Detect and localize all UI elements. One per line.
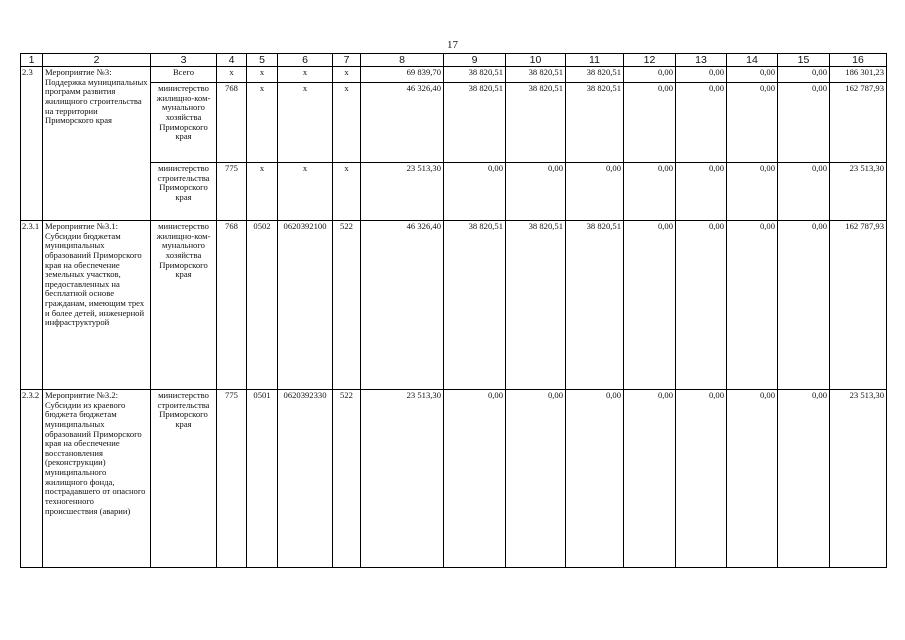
value-cell: 0,00 bbox=[778, 390, 830, 568]
code-cell: 768 bbox=[217, 83, 247, 163]
header-cell: 16 bbox=[830, 54, 887, 67]
header-cell: 2 bbox=[43, 54, 151, 67]
row-title: Мероприятие №3.2: Субсидии из краевого бюджета бюджетам муниципальных образований Приморского края на обеспечение восстановления (реконструкции) муниципального жилищного фонда, пострадавшего от опасного техногенного происшествия (аварии) bbox=[43, 390, 151, 568]
value-cell: 0,00 bbox=[676, 83, 727, 163]
header-row bbox=[21, 54, 887, 67]
value-cell: 38 820,51 bbox=[506, 83, 566, 163]
value-cell: 38 820,51 bbox=[506, 221, 566, 390]
code-cell: 775 bbox=[217, 163, 247, 221]
value-cell: 0,00 bbox=[624, 163, 676, 221]
code-cell: 0501 bbox=[247, 390, 278, 568]
code-cell: 522 bbox=[333, 221, 361, 390]
value-cell: 38 820,51 bbox=[444, 83, 506, 163]
header-cell: 4 bbox=[217, 54, 247, 67]
value-cell: 46 326,40 bbox=[361, 221, 444, 390]
row-title: Мероприятие №3: Поддержка муниципальных программ развития жилищного строительства на территории Приморского края bbox=[43, 67, 151, 221]
value-cell: 0,00 bbox=[676, 163, 727, 221]
row-title: Мероприятие №3.1: Субсидии бюджетам муниципальных образований Приморского края на обеспечение земельных участков, предоставленных на бесплатной основе гражданам, имеющим трех и более детей, инженерной инфраструктурой bbox=[43, 221, 151, 390]
value-cell: 0,00 bbox=[727, 390, 778, 568]
value-cell: 0,00 bbox=[676, 67, 727, 83]
table-row bbox=[21, 67, 887, 83]
value-cell: 0,00 bbox=[444, 163, 506, 221]
value-cell: 46 326,40 bbox=[361, 83, 444, 163]
code-cell: 775 bbox=[217, 390, 247, 568]
executor-cell: министерство жилищно-ком-мунального хозяйства Приморского края bbox=[151, 83, 217, 163]
executor-cell: министерство строительства Приморского края bbox=[151, 163, 217, 221]
value-cell: 23 513,30 bbox=[830, 390, 887, 568]
value-cell: 0,00 bbox=[566, 163, 624, 221]
row-id: 2.3.2 bbox=[21, 390, 43, 568]
value-cell: 0,00 bbox=[727, 221, 778, 390]
value-cell: 23 513,30 bbox=[361, 163, 444, 221]
code-cell: 0502 bbox=[247, 221, 278, 390]
header-cell: 14 bbox=[727, 54, 778, 67]
header-cell: 6 bbox=[278, 54, 333, 67]
value-cell: 0,00 bbox=[624, 221, 676, 390]
value-cell: 0,00 bbox=[676, 221, 727, 390]
value-cell: 0,00 bbox=[506, 390, 566, 568]
executor-cell: министерство жилищно-ком-мунального хозяйства Приморского края bbox=[151, 221, 217, 390]
row-id: 2.3 bbox=[21, 67, 43, 221]
value-cell: 0,00 bbox=[444, 390, 506, 568]
budget-table bbox=[20, 53, 887, 568]
code-cell: 768 bbox=[217, 221, 247, 390]
header-cell: 9 bbox=[444, 54, 506, 67]
code-cell: х bbox=[278, 163, 333, 221]
value-cell: 0,00 bbox=[778, 163, 830, 221]
value-cell: 38 820,51 bbox=[444, 67, 506, 83]
value-cell: 0,00 bbox=[506, 163, 566, 221]
table-row bbox=[21, 83, 887, 163]
value-cell: 23 513,30 bbox=[830, 163, 887, 221]
value-cell: 0,00 bbox=[624, 390, 676, 568]
code-cell: х bbox=[333, 67, 361, 83]
code-cell: х bbox=[278, 67, 333, 83]
value-cell: 0,00 bbox=[778, 221, 830, 390]
code-cell: х bbox=[278, 83, 333, 163]
executor-cell: Всего bbox=[151, 67, 217, 83]
header-cell: 1 bbox=[21, 54, 43, 67]
value-cell: 0,00 bbox=[624, 83, 676, 163]
header-cell: 7 bbox=[333, 54, 361, 67]
value-cell: 0,00 bbox=[566, 390, 624, 568]
table-row bbox=[21, 221, 887, 390]
code-cell: 0620392330 bbox=[278, 390, 333, 568]
header-cell: 3 bbox=[151, 54, 217, 67]
value-cell: 0,00 bbox=[778, 67, 830, 83]
value-cell: 0,00 bbox=[676, 390, 727, 568]
value-cell: 162 787,93 bbox=[830, 221, 887, 390]
header-cell: 15 bbox=[778, 54, 830, 67]
executor-cell: министерство строительства Приморского края bbox=[151, 390, 217, 568]
value-cell: 0,00 bbox=[727, 83, 778, 163]
value-cell: 0,00 bbox=[727, 67, 778, 83]
code-cell: х bbox=[217, 67, 247, 83]
value-cell: 23 513,30 bbox=[361, 390, 444, 568]
code-cell: х bbox=[247, 83, 278, 163]
header-cell: 10 bbox=[506, 54, 566, 67]
value-cell: 38 820,51 bbox=[506, 67, 566, 83]
code-cell: х bbox=[247, 67, 278, 83]
value-cell: 186 301,23 bbox=[830, 67, 887, 83]
value-cell: 38 820,51 bbox=[444, 221, 506, 390]
value-cell: 38 820,51 bbox=[566, 83, 624, 163]
code-cell: х bbox=[333, 163, 361, 221]
value-cell: 69 839,70 bbox=[361, 67, 444, 83]
header-cell: 12 bbox=[624, 54, 676, 67]
code-cell: 0620392100 bbox=[278, 221, 333, 390]
value-cell: 0,00 bbox=[778, 83, 830, 163]
value-cell: 38 820,51 bbox=[566, 67, 624, 83]
table-row bbox=[21, 163, 887, 221]
value-cell: 0,00 bbox=[727, 163, 778, 221]
code-cell: х bbox=[333, 83, 361, 163]
table-row bbox=[21, 390, 887, 568]
page-number: 17 bbox=[447, 39, 458, 51]
header-cell: 5 bbox=[247, 54, 278, 67]
value-cell: 38 820,51 bbox=[566, 221, 624, 390]
row-id: 2.3.1 bbox=[21, 221, 43, 390]
header-cell: 13 bbox=[676, 54, 727, 67]
header-cell: 11 bbox=[566, 54, 624, 67]
value-cell: 0,00 bbox=[624, 67, 676, 83]
value-cell: 162 787,93 bbox=[830, 83, 887, 163]
code-cell: х bbox=[247, 163, 278, 221]
code-cell: 522 bbox=[333, 390, 361, 568]
header-cell: 8 bbox=[361, 54, 444, 67]
